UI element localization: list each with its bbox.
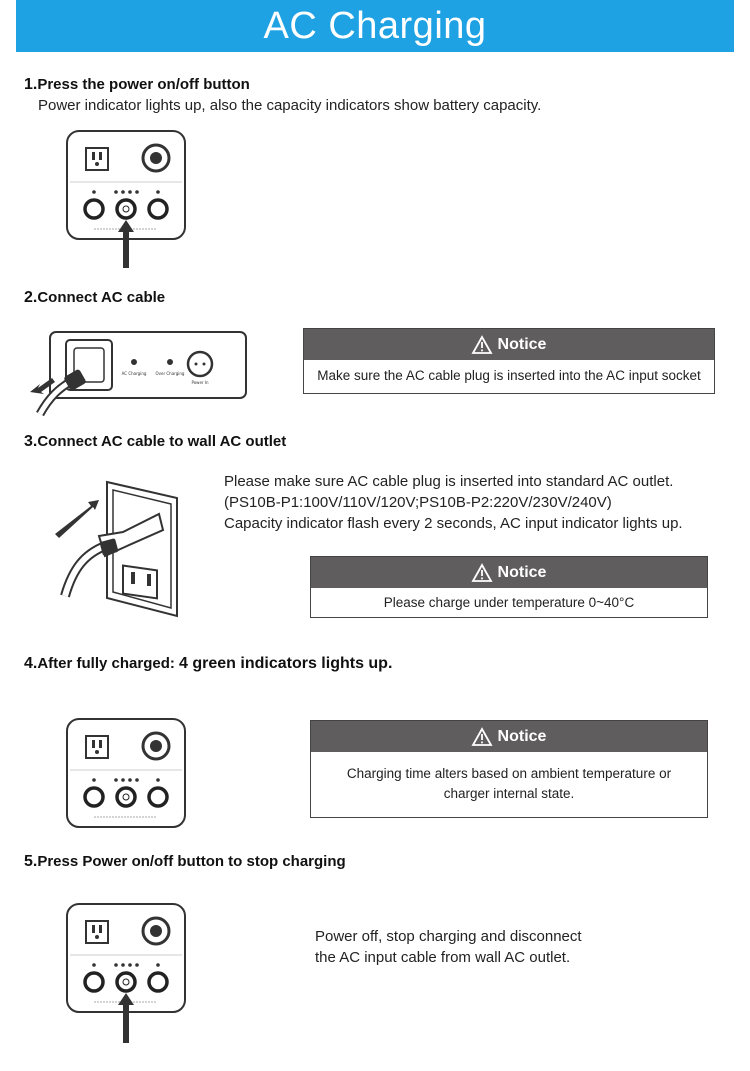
page-title: AC Charging: [263, 4, 487, 47]
step2-title: 2.Connect AC cable: [24, 289, 166, 306]
step5-line-2: the AC input cable from wall AC outlet.: [315, 949, 571, 966]
notice-line-2: charger internal state.: [443, 786, 575, 801]
page-banner: [16, 0, 734, 52]
panel-label-over-charging: Over Charging: [155, 371, 185, 376]
notice-box-step2: [303, 328, 715, 394]
notice-text: [311, 752, 707, 816]
notice-text: Make sure the AC cable plug is inserted into the AC input socket: [317, 368, 701, 383]
wall-outlet-illustration: [55, 478, 185, 618]
step3-line-2: (PS10B-P1:100V/110V/120V;PS10B-P2:220V/230V/240V): [224, 494, 612, 511]
notice-header: [311, 721, 707, 752]
notice-heading: Notice: [497, 335, 547, 353]
ac-input-panel-illustration: [30, 330, 250, 420]
notice-header: [304, 329, 714, 360]
device-panel-illustration-1: [66, 130, 186, 270]
step4-title: 4.After fully charged: 4 green indicators lights up.: [24, 655, 393, 672]
notice-text: Please charge under temperature 0~40°C: [383, 594, 635, 610]
step3-line-1: Please make sure AC cable plug is inserted into standard AC outlet.: [224, 473, 674, 490]
notice-header: [311, 557, 707, 588]
warning-icon: [472, 728, 492, 746]
step5-line-1: Power off, stop charging and disconnect: [315, 928, 582, 945]
warning-icon: [472, 336, 492, 354]
notice-heading: Notice: [497, 727, 547, 745]
step1-description: Power indicator lights up, also the capacity indicators show battery capacity.: [38, 97, 542, 114]
notice-heading: Notice: [497, 563, 547, 581]
panel-label-power-in: Power In: [191, 380, 209, 385]
step3-title: 3.Connect AC cable to wall AC outlet: [24, 433, 287, 450]
notice-box-step4: [310, 720, 708, 818]
notice-line-1: Charging time alters based on ambient temperature or: [346, 766, 672, 781]
notice-box-step3: [310, 556, 708, 618]
panel-label-ac-charging: AC Charging: [121, 371, 147, 376]
step3-line-3: Capacity indicator flash every 2 seconds, AC input indicator lights up.: [224, 515, 683, 532]
device-panel-illustration-5: [66, 903, 186, 1045]
warning-icon: [472, 564, 492, 582]
step5-title: 5.Press Power on/off button to stop charging: [24, 853, 346, 870]
step1-title: 1.Press the power on/off button: [24, 76, 250, 93]
device-panel-illustration-4: [66, 718, 186, 830]
